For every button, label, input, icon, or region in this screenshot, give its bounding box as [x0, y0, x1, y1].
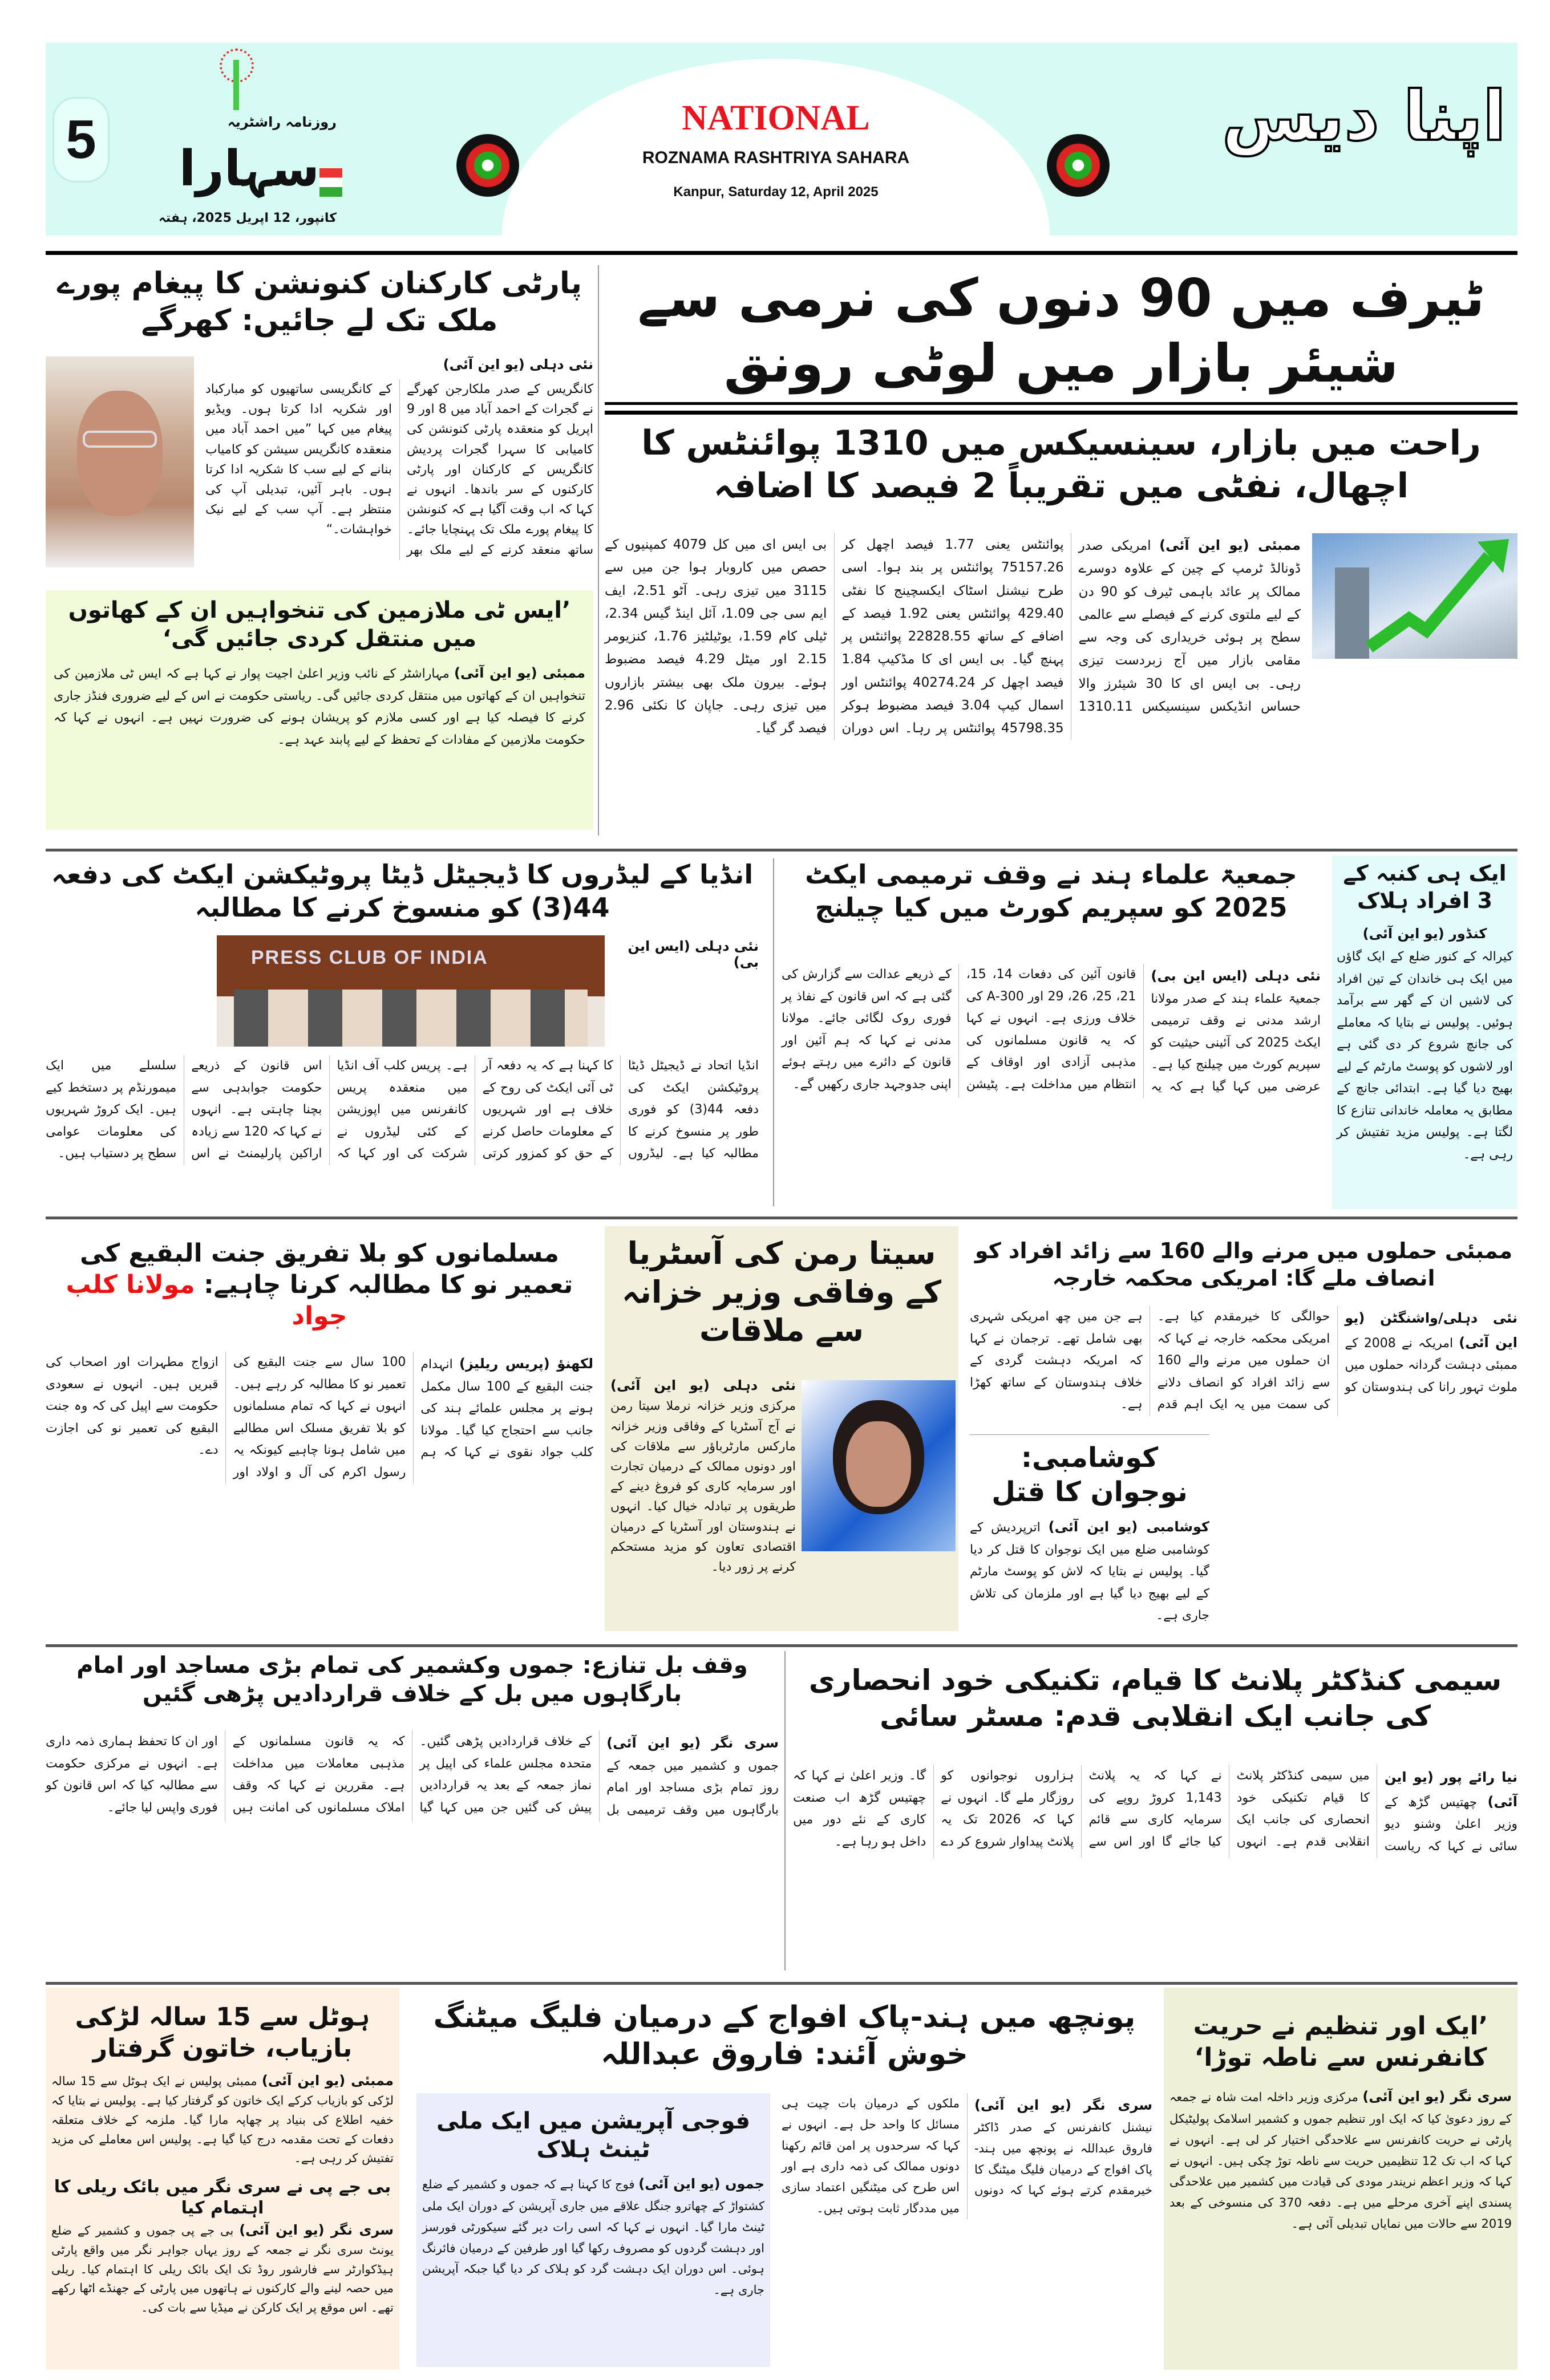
article-body — [782, 964, 1321, 1098]
body-text: جموں و کشمیر میں جمعہ کے روز تمام بڑی مساجد اور امام بارگاہوں میں وقف ترمیمی بل کے خلاف قراردادیں پڑھی گئیں۔ متحدہ مجلس علماء کی اپیل پر نماز جمعہ کے بعد یہ قراردادیں پیش کی گئیں جن میں کہا گیا کہ یہ قانون مسلمانوں کے مذہبی معاملات میں مداخلت ہے۔ مقررین نے کہا کہ وقف املاک مسلمانوں کی امانت ہیں اور ان کا تحفظ ہماری ذمہ داری ہے۔ انہوں نے مرکزی حکومت سے مطالبہ کیا کہ اس قانون کو فوری واپس لیا جائے۔ — [46, 1734, 779, 1817]
press-club-photo — [217, 935, 605, 1047]
article-body — [605, 533, 1301, 740]
column-divider — [598, 265, 599, 836]
article-body — [970, 1306, 1517, 1416]
headline: وقف بل تنازع: جموں وکشمیر کی تمام بڑی مساجد اور امام بارگاہوں میں بل کے خلاف قراردادیں پڑھی گئیں — [76, 1652, 748, 1707]
article-body — [422, 2172, 764, 2301]
divider — [46, 1217, 1517, 1219]
body-text: بی جے پی جموں و کشمیر کے ضلع یونٹ سری نگر نے جمعہ کے روز یہاں جواہر نگر میں واقع پارٹی ہیڈکوارٹر سے فارشور روڈ تک ایک بائک ریلی کا اہتمام کیا۔ ریلی میں حصہ لینے والے کارکنوں نے ہاتھوں میں پارٹی کے جھنڈے اٹھا رکھے تھے۔ اس موقع پر ایک کارکن نے میڈیا سے بات کی۔ — [51, 2223, 394, 2314]
masthead — [46, 43, 1517, 236]
headline: پارٹی کارکنان کنونشن کا پیغام پورے ملک تک لے جائیں: کھرگے — [56, 266, 582, 338]
headline: سیتا رمن کی آسٹریا کے وفاقی وزیر خزانہ سے ملاقات — [621, 1235, 942, 1348]
headline: جمعیۃ علماء ہند نے وقف ترمیمی ایکٹ 2025 کو سپریم کورٹ میں کیا چیلنج — [805, 859, 1297, 923]
dateline: نیا رائے پور (یو این آئی) — [1384, 1769, 1517, 1810]
dateline: نئی دہلی (ایس این بی) — [628, 938, 759, 970]
body-text: مرکزی وزیر خزانہ نرملا سیتا رمن نے آج آسٹریا کے وفاقی وزیر خزانہ مارکس مارٹرباؤر سے ملاقات کی اور دونوں ممالک کے درمیان تجارت اور سرمایہ کاری کو فروغ دینے کے طریقوں پر تبادلہ خیال کیا۔ انہوں نے ہندوستان اور آسٹریا کے درمیان اقتصادی تعاون کو مزید مستحکم کرنے پر زور دیا۔ — [610, 1399, 796, 1574]
divider — [46, 251, 1517, 255]
paper-name: ROZNAMA RASHTRIYA SAHARA — [642, 148, 910, 167]
logo-date: کانپور، 12 اپریل 2025، ہفتہ — [159, 211, 337, 225]
edition-date: Kanpur, Saturday 12, April 2025 — [673, 184, 879, 200]
stock-chart-photo — [1312, 533, 1517, 659]
logo-text: سہارا — [179, 140, 319, 197]
sitharaman-photo — [802, 1380, 956, 1551]
dateline: سری نگر (یو این آئی) — [974, 2097, 1152, 2113]
article-body — [1169, 2085, 1512, 2235]
dateline: جموں (یو این آئی) — [638, 2176, 764, 2192]
headline: کوشامبی: نوجوان کا قتل — [991, 1442, 1188, 1508]
article-body: کیرالہ کے کنور ضلع کے ایک گاؤں میں ایک ہی خاندان کے تین افراد کی لاشیں ان کے گھر سے برآمد ہوئیں۔ پولیس نے بتایا کہ معاملے کی جانچ شروع کر دی گئی ہے اور لاشوں کو پوسٹ مارٹم کے لیے بھیج دیا گیا ہے۔ ابتدائی جانچ کے مطابق یہ معاملہ خاندانی تنازع کا لگتا ہے۔ پولیس مزید تفتیش کر رہی ہے۔ — [1337, 950, 1513, 1162]
logo-small-text: روزنامہ راشٹریہ — [227, 114, 337, 130]
headline: ’ایک اور تنظیم نے حریت کانفرنس سے ناطہ توڑا‘ — [1193, 2012, 1488, 2072]
divider — [605, 402, 1517, 415]
headline: ٹیرف میں 90 دنوں کی نرمی سے شیئر بازار میں لوٹی رونق — [637, 267, 1485, 394]
dateline: نئی دہلی/واشنگٹن (یو این آئی) — [1345, 1310, 1518, 1351]
headline: ہوٹل سے 15 سالہ لڑکی بازیاب، خاتون گرفتار — [75, 2002, 370, 2063]
dateline: ممبئی (یو این آئی) — [1159, 537, 1301, 553]
page-number: 5 — [66, 109, 96, 170]
article-india-bloc — [46, 858, 759, 1206]
section-title-urdu: اپنا دیس — [1221, 77, 1506, 156]
article-body — [970, 1515, 1209, 1627]
headline: پونچھ میں ہند-پاک افواج کے درمیان فلیگ میٹنگ خوش آئند: فاروق عبداللہ — [433, 2000, 1136, 2071]
dateline: ممبئی (یو این آئی) — [261, 2073, 394, 2089]
press-club-sign: PRESS CLUB OF INDIA — [251, 947, 488, 968]
article-jamiat — [782, 858, 1321, 1206]
body-text: نیشنل کانفرنس کے صدر ڈاکٹر فاروق عبداللہ نے پونچھ میں ہند-پاک افواج کے درمیان فلیگ میٹنگ کا خیرمقدم کرتے ہوئے کہا کہ دونوں ملکوں کے درمیان بات چیت ہی مسائل کا واحد حل ہے۔ انہوں نے کہا کہ سرحدوں پر امن قائم رکھنا دونوں ممالک کی ذمہ داری ہے اور اس طرح کی میٹنگیں اعتماد سازی میں مددگار ثابت ہوتی ہیں۔ — [782, 2097, 1152, 2215]
anniversary-emblem — [220, 48, 254, 110]
title-dome — [502, 59, 1050, 236]
logo-flag — [319, 168, 342, 197]
body-text: امریکی صدر ڈونالڈ ٹرمپ کے چین کے علاوہ دوسرے ممالک پر عائد باہمی ٹیرف کو 90 دن کے لیے ملتوی کرنے کے فیصلے سے عالمی سطح پر ہوئی خریداری کی وجہ سے مقامی بازار میں آج زبردست تیزی رہی۔ بی ایس ای کا 30 شیئرز والا حساس انڈیکس سینسیکس 1310.11 پوائنٹس یعنی 1.77 فیصد اچھل کر 75157.26 پوائنٹس پر بند ہوا۔ اسی طرح نیشنل اسٹاک ایکسچینج کا نفٹی 429.40 پوائنٹس یعنی 1.92 فیصد کے اضافے کے ساتھ 22828.55 پوائنٹس پر پہنچ گیا۔ بی ایس ای کا مڈکیپ 1.84 فیصد اچھل کر 40274.24 پوائنٹس اور اسمال کیپ 3.04 فیصد مضبوط ہوکر 45798.35 پوائنٹس پر رہا۔ اس دوران بی ایس ای میں کل 4079 کمپنیوں کے حصص میں کاروبار ہوا جن میں سے 3115 میں تیزی رہی۔ آٹو 2.51، ایف ایم سی جی 1.09، آئل اینڈ گیس 2.34، ٹیلی کام 1.59، یوٹیلٹیز 1.76، کنزیومر 2.15 اور میٹل 4.29 فیصد مضبوط ہوئے۔ بیرون ملک بھی بیشتر بازاروں میں تیزی رہی۔ جاپان کا نکئی 2.96 فیصد گر گیا۔ — [605, 537, 1301, 736]
trend-arrow-icon — [1312, 533, 1517, 659]
article-market — [605, 265, 1517, 836]
headline: ممبئی حملوں میں مرنے والے 160 سے زائد افراد کو انصاف ملے گا: امریکی محکمہ خارجہ — [974, 1238, 1513, 1291]
body-text: جمعیۃ علماء ہند کے صدر مولانا ارشد مدنی نے وقف ترمیمی ایکٹ 2025 کی آئینی حیثیت کو سپریم کورٹ میں چیلنج کیا ہے۔ عرضی میں کہا گیا ہے کہ یہ قانون آئین کی دفعات 14، 15، 21، 25، 26، 29 اور 300-A کی خلاف ورزی ہے۔ انہوں نے کہا کہ یہ قانون مسلمانوں کی مذہبی آزادی اور اوقاف کے انتظام میں مداخلت ہے۔ پٹیشن کے ذریعے عدالت سے گزارش کی گئی ہے کہ اس قانون کے نفاذ پر فوری روک لگائی جائے۔ مولانا مدنی نے کہا کہ ہم آئین اور قانون کے دائرے میں رہتے ہوئے اپنی جدوجہد جاری رکھیں گے۔ — [782, 967, 1321, 1094]
body-text: فوج کا کہنا ہے کہ جموں و کشمیر کے ضلع کشتواڑ کے چھاترو جنگل علاقے میں جاری آپریشن کے دوران ایک ملی ٹینٹ مارا گیا۔ انہوں نے کہا کہ اسی رات دیر گئے سیکورٹی فورسز اور دہشت گردوں کو مصروف رکھا گیا اور طرفین کے درمیان فائرنگ ہوئی۔ اس دوران ایک دہشت گرد کو ہلاک کر دیا گیا جبکہ آپریشن جاری ہے۔ — [422, 2178, 764, 2297]
dateline: کنڈور (یو این آئی) — [1362, 926, 1487, 942]
article-kharge — [46, 265, 593, 836]
article-waqf-jk — [46, 1651, 779, 1971]
body-text: مہاراشٹر کے نائب وزیر اعلیٰ اجیت پوار نے کہا ہے کہ ایس ٹی ملازمین کی تنخواہیں ان کے کھاتوں میں منتقل کردی جائیں گی۔ ریاستی حکومت نے اس کے لیے ضروری فنڈز جاری کرنے کا فیصلہ کیا ہے اور کسی ملازم کو پریشان ہونے کی ضرورت نہیں ہے۔ انہوں نے کہا کہ حکومت ملازمین کے مفادات کے تحفظ کے لیے پابند عہد ہے۔ — [54, 667, 585, 747]
dateline: سری نگر (یو این آئی) — [239, 2221, 394, 2238]
article-body — [51, 2070, 394, 2168]
salary-box — [46, 590, 593, 830]
article-semiconductor — [793, 1651, 1517, 1971]
article-sitharaman — [605, 1226, 958, 1631]
subheadline: راحت میں بازار، سینسیکس میں 1310 پوائنٹس کا اچھال، نفٹی میں تقریباً 2 فیصد کا اضافہ — [641, 423, 1481, 506]
sahara-logo — [148, 48, 365, 231]
article-body: انڈیا اتحاد نے ڈیجیٹل ڈیٹا پروٹیکشن ایکٹ کی دفعہ 44(3) کو فوری طور پر منسوخ کرنے کا مطالبہ کیا ہے۔ لیڈروں کا کہنا ہے کہ یہ دفعہ آر ٹی آئی ایکٹ کی روح کے خلاف ہے اور شہریوں کے معلومات حاصل کرنے کے حق کو کمزور کرتی ہے۔ پریس کلب آف انڈیا میں منعقدہ پریس کانفرنس میں اپوزیشن کے کئی لیڈروں نے شرکت کی اور کہا کہ اس قانون کے ذریعے حکومت جوابدہی سے بچنا چاہتی ہے۔ انہوں نے کہا کہ 120 سے زیادہ اراکین پارلیمنٹ نے اس سلسلے میں ایک میمورنڈم پر دستخط کیے ہیں۔ ایک کروڑ شہریوں کی معلومات عوامی سطح پر دستیاب ہیں۔ — [46, 1059, 759, 1161]
hotel-bjp-box — [46, 1988, 399, 2370]
divider — [46, 849, 1517, 852]
dateline: کوشامبی (یو این آئی) — [1048, 1519, 1209, 1535]
headline-text: مسلمانوں کو بلا تفریق جنت البقیع کی تعمیر نو کا مطالبہ کرنا چاہیے: — [79, 1239, 573, 1299]
headline: بی جے پی نے سری نگر میں بائک ریلی کا اہتمام کیا — [54, 2176, 391, 2219]
article-body — [46, 1731, 779, 1821]
body-text: چھتیس گڑھ کے وزیر اعلیٰ وشنو دیو سائی نے کہا کہ ریاست میں سیمی کنڈکٹر پلانٹ کا قیام تکنیکی خود انحصاری کی جانب ایک انقلابی قدم ہے۔ انہوں نے کہا کہ یہ پلانٹ 1,143 کروڑ روپے کی سرمایہ کاری سے قائم کیا جائے گا اور اس سے ہزاروں نوجوانوں کو روزگار ملے گا۔ انہوں نے کہا کہ 2026 تک یہ پلانٹ پیداوار شروع کر دے گا۔ وزیر اعلیٰ نے کہا کہ چھتیس گڑھ اب صنعت کاری کے نئے دور میں داخل ہو رہا ہے۔ — [793, 1769, 1517, 1854]
headline: سیمی کنڈکٹر پلانٹ کا قیام، تکنیکی خود انحصاری کی جانب ایک انقلابی قدم: مسٹر سائی — [808, 1664, 1502, 1733]
body-text: مرکزی وزیر داخلہ امت شاہ نے جمعہ کے روز دعویٰ کیا کہ ایک اور تنظیم جموں و کشمیر اسلامک پولیٹیکل پارٹی نے حریت کانفرنس سے علاحدگی اختیار کر لی ہے۔ انہوں نے کہا کہ اب تک 12 تنظیمیں حریت سے ناطہ توڑ چکی ہیں۔ انہوں نے کہا کہ وزیر اعظم نریندر مودی کی قیادت میں کشمیر میں علاحدگی پسندی اپنے آخری مرحلے میں ہے۔ دفعہ 370 کی منسوخی کے بعد 2019 سے حالات میں نمایاں تبدیلی آئی ہے۔ — [1169, 2090, 1512, 2231]
article-hurriyat — [1164, 1988, 1517, 2370]
article-body — [782, 2093, 1152, 2219]
headline-byline: مولانا کلب جواد — [66, 1270, 347, 1331]
section-label: NATIONAL — [682, 99, 870, 137]
headline: انڈیا کے لیڈروں کا ڈیجیٹل ڈیٹا پروٹیکشن ایکٹ کی دفعہ 44(3) کو منسوخ کرنے کا مطالبہ — [51, 859, 754, 923]
dateline: سری نگر (یو این آئی) — [606, 1735, 779, 1751]
divider — [46, 1982, 1517, 1985]
page-number-badge — [52, 97, 110, 183]
dateline: لکھنؤ (پریس ریلیز) — [459, 1356, 593, 1372]
divider — [46, 1644, 1517, 1647]
article-body — [51, 2219, 394, 2318]
kharge-photo — [46, 356, 194, 567]
dateline: نئی دہلی (یو این آئی) — [610, 1377, 796, 1393]
article-body — [610, 1375, 796, 1577]
article-body — [793, 1765, 1517, 1858]
article-family — [1332, 855, 1517, 1209]
article-body — [54, 661, 585, 751]
article-body — [46, 1352, 593, 1483]
operation-box — [416, 2093, 770, 2367]
dateline: ممبئی (یو این آئی) — [454, 665, 585, 681]
column-divider — [773, 858, 774, 1206]
body-text: انہدام جنت البقیع کے 100 سال مکمل ہونے پر مجلس علمائے ہند کی جانب سے احتجاج کیا گیا۔ مولانا کلب جواد نقوی نے کہا کہ ہم 100 سال سے جنت البقیع کی تعمیر نو کا مطالبہ کر رہے ہیں۔ انہوں نے کہا کہ تمام مسلمانوں کو بلا تفریق مسلک اس مطالبے میں شامل ہونا چاہیے کیونکہ یہ رسول اکرم کی آل و اولاد اور ازواج مطہرات اور اصحاب کی قبریں ہیں۔ انہوں نے سعودی حکومت سے اپیل کی کہ وہ جنت البقیع کی تعمیر نو کی اجازت دے۔ — [46, 1355, 593, 1479]
headline: ’ایس ٹی ملازمین کی تنخواہیں ان کے کھاتوں میں منتقل کردی جائیں گی‘ — [68, 597, 571, 652]
dateline: نئی دہلی (یو این آئی) — [443, 356, 593, 372]
headline: فوجی آپریشن میں ایک ملی ٹینٹ ہلاک — [436, 2108, 750, 2163]
article-body: کانگریس کے صدر ملکارجن کھرگے نے گجرات کے احمد آباد میں 8 اور 9 اپریل کو منعقدہ پارٹی کنونشن کی کامیابی کا سہرا گجرات پردیش کانگریس کے کارکنان اور پارٹی کارکنوں کے سر باندھا۔ انہوں نے کہا کہ اب وقت آگیا ہے کہ کنونشن کا پیغام پورے ملک تک پہنچایا جائے۔ ساتھ منعقد کرنے کے لیے ملک بھر کے کانگریسی ساتھیوں کو مبارکباد اور شکریہ ادا کرتا ہوں۔ ویڈیو پیغام میں کہا ”میں احمد آباد میں منعقدہ کانگریس سیشن کو کامیاب بنانے کے لیے سب کا شکریہ ادا کرتا ہوں۔ باہر آئیں، تبدیلی آپ کی منتظر ہے۔ آپ سب کے لیے نیک خواہشات۔“ — [205, 382, 593, 557]
headline — [46, 1226, 593, 1332]
body-text: ممبئی پولیس نے ایک ہوٹل سے 15 سالہ لڑکی کو بازیاب کرکے ایک خاتون کو گرفتار کیا ہے۔ پولیس نے بتایا کہ خفیہ اطلاع کی بنیاد پر چھاپہ مارا گیا۔ ملزمہ کے خلاف متعلقہ دفعات کے تحت مقدمہ درج کیا گیا ہے۔ پولیس اس معاملے کی مزید تفتیش کر رہی ہے۔ — [51, 2074, 394, 2166]
body-text: اترپردیش کے کوشامبی ضلع میں ایک نوجوان کا قتل کر دیا گیا۔ پولیس نے بتایا کہ لاش کو پوسٹ مارٹم کے لیے بھیج دیا گیا ہے اور ملزمان کی تلاش جاری ہے۔ — [970, 1521, 1209, 1623]
dateline: نئی دہلی (ایس این بی) — [1151, 968, 1321, 984]
dateline: سری نگر (یو این آئی) — [1362, 2089, 1512, 2105]
article-kaushambi — [970, 1434, 1209, 1634]
body-text: امریکہ نے 2008 کے ممبئی دہشت گردانہ حملوں میں ملوث تہور رانا کی ہندوستان کو حوالگی کا خیرمقدم کیا ہے۔ امریکی محکمہ خارجہ نے کہا کہ ان حملوں میں مرنے والے 160 سے زائد افراد کو انصاف دلانے کی سمت میں یہ ایک اہم قدم ہے جن میں چھ امریکی شہری بھی شامل تھے۔ ترجمان نے کہا کہ امریکہ دہشت گردی کے خلاف ہندوستان کے ساتھ کھڑا ہے۔ — [970, 1309, 1517, 1412]
sun-emblem-icon — [1047, 134, 1110, 197]
article-jannat-ul-baqi — [46, 1226, 593, 1631]
article-mumbai-attacks — [970, 1226, 1517, 1426]
headline: ایک ہی کنبہ کے 3 افراد ہلاک — [1343, 861, 1507, 913]
column-divider — [784, 1651, 786, 1971]
article-poonch — [416, 1988, 1152, 2370]
